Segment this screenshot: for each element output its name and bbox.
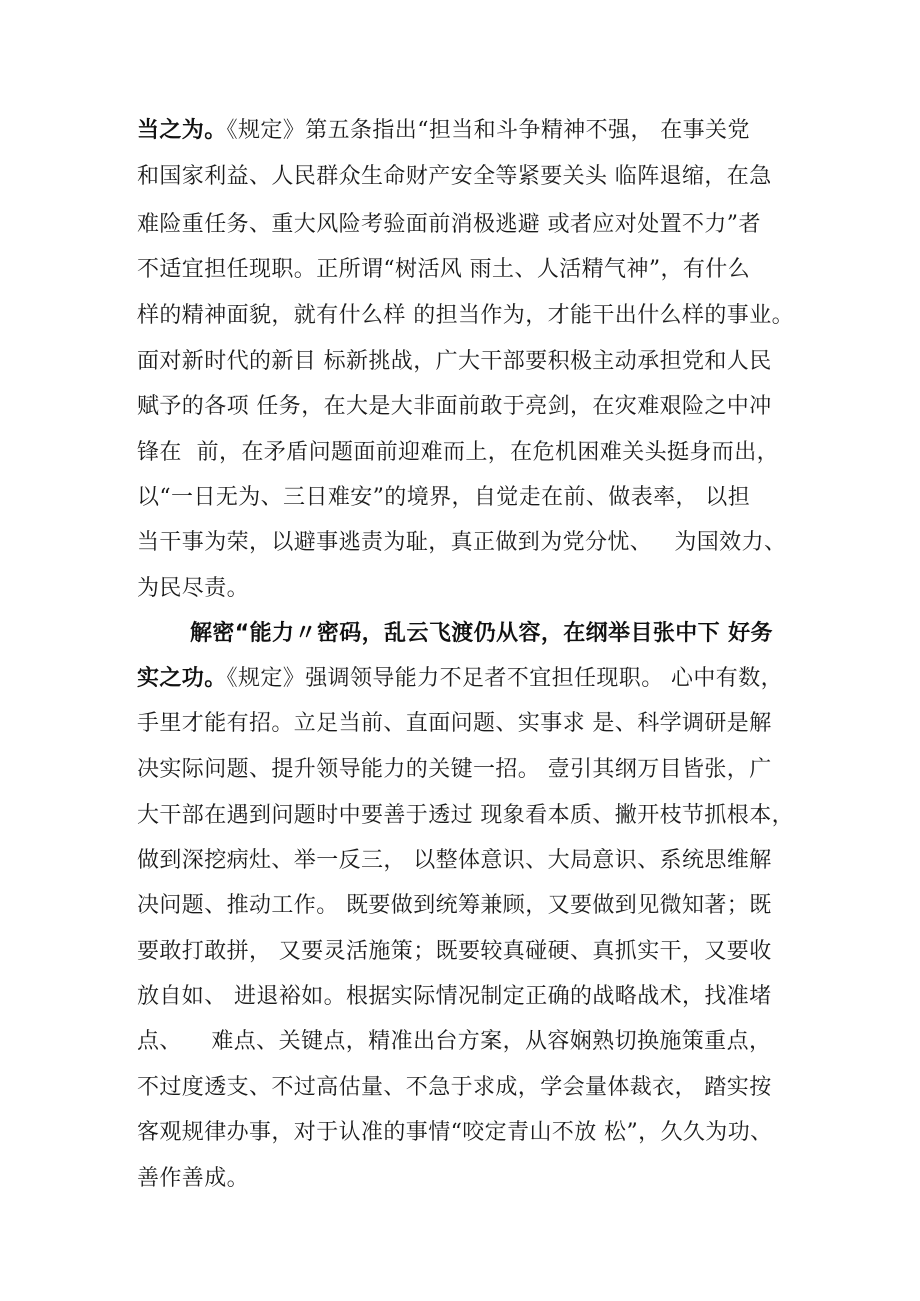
paragraph-2-line-8: 要敢打敢拼， 又要灵活施策；既要较真碰硬、真抓实干，又要收 xyxy=(137,939,772,964)
paragraph-1-line-2: 和国家利益、人民群众生命财产安全等紧要关头 临阵退缩，在急 xyxy=(137,164,772,189)
paragraph-2-line-4: 决实际问题、提升领导能力的关键一招。 壹引其纲万目皆张，广 xyxy=(137,757,772,782)
paragraph-1-line-1 xyxy=(137,111,750,151)
paragraph-2-line-2-text: 《规定》强调领导能力不足者不宜担任现职。 心中有数， xyxy=(226,666,784,691)
paragraph-1-line-5: 样的精神面貌，就有什么样 的担当作为，才能干出什么样的事业。 xyxy=(137,303,794,328)
paragraph-1-line-6: 面对新时代的新目 标新挑战，广大干部要积极主动承担党和人民 xyxy=(137,349,772,374)
paragraph-2-line-13: 善作善成。 xyxy=(137,1166,250,1191)
paragraph-1-line-8: 锋在 前，在矛盾问题面前迎难而上，在危机困难关头挺身而出， xyxy=(137,440,779,465)
paragraph-2-heading-line-1: 解密“能力〃密码，乱云飞渡仍从容，在纲举目张中下 好务 xyxy=(190,621,773,646)
paragraph-1-line-11: 为民尽责。 xyxy=(137,576,250,601)
paragraph-2-heading-tail: 实之功。 xyxy=(137,666,227,691)
paragraph-1-line-3: 难险重任务、重大风险考验面前消极逃避 或者应对处置不力”者 xyxy=(137,212,761,237)
paragraph-2-line-6: 做到深挖病灶、举一反三， 以整体意识、大局意识、系统思维解 xyxy=(137,848,772,873)
paragraph-2-line-10: 点、 难点、关键点，精准出台方案，从容娴熟切换施策重点， xyxy=(137,1029,772,1054)
paragraph-1-line-7: 赋予的各项 任务，在大是大非面前敢于亮剑，在灾难艰险之中冲 xyxy=(137,394,772,419)
paragraph-2-line-9: 放自如、 进退裕如。根据实际情况制定正确的战略战术，找准堵 xyxy=(137,984,772,1009)
paragraph-2-line-3: 手里才能有招。立足当前、直面问题、实事求 是、科学调研是解 xyxy=(137,711,772,736)
paragraph-2-line-12: 客观规律办事，对于认准的事情“咬定青山不放 松”，久久为功、 xyxy=(137,1120,773,1145)
paragraph-1-line-4: 不适宜担任现职。正所谓“树活风 雨土、人活精气神”，有什么 xyxy=(137,257,751,282)
paragraph-1-line-1-text: 《规定》第五条指出“担当和斗争精神不强， 在事关党 xyxy=(226,118,750,143)
paragraph-1-line-9: 以“一日无为、三日难安”的境界，自觉走在前、做表率， 以担 xyxy=(137,485,751,510)
paragraph-2-line-11: 不过度透支、不过高估量、不急于求成，学会量体裁衣， 踏实按 xyxy=(137,1075,772,1100)
paragraph-1-heading-tail: 当之为。 xyxy=(137,118,227,143)
paragraph-2-line-5: 大干部在遇到问题时中要善于透过 现象看本质、撇开枝节抓根本， xyxy=(137,803,794,828)
paragraph-2-line-7: 决问题、推动工作。 既要做到统筹兼顾，又要做到见微知著；既 xyxy=(137,893,772,918)
paragraph-2-line-2 xyxy=(137,659,783,699)
paragraph-1-line-10: 当干事为荣，以避事逃责为耻，真正做到为党分忧、 为国效力、 xyxy=(137,530,787,555)
